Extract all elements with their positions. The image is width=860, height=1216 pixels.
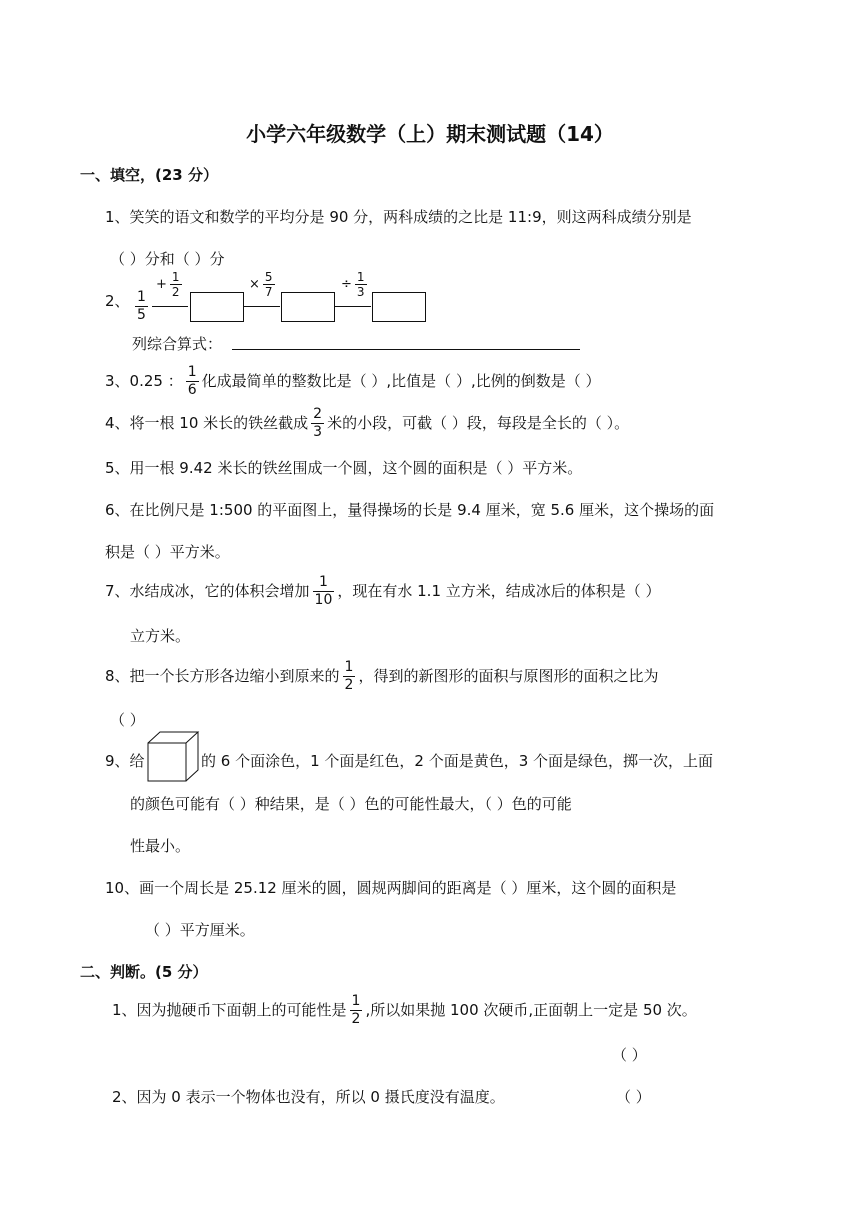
fraction-denominator: 2 (171, 285, 180, 299)
q7-line2: 立方米。 (130, 627, 191, 645)
q10-line1: 10、画一个周长是 25.12 厘米的圆，圆规两脚间的距离是（ ）厘米，这个圆的面积是 (105, 879, 677, 897)
judge-q2-text: 2、因为 0 表示一个物体也没有，所以 0 摄氏度没有温度。 (112, 1088, 505, 1106)
q6-line2: 积是（ ）平方米。 (105, 543, 230, 561)
section-heading-true-false: 二、判断。(5 分） (80, 963, 208, 981)
q3-text: 化成最简单的整数比是（ ）,比值是（ ）,比例的倒数是（ ） (201, 372, 601, 390)
fraction-denominator: 2 (344, 677, 354, 693)
answer-box-1[interactable] (190, 292, 244, 322)
fraction-denominator: 5 (137, 307, 146, 323)
q7-text: ，现在有水 1.1 立方米，结成冰后的体积是（ ） (337, 582, 661, 600)
fraction-numerator: 1 (344, 659, 354, 675)
q3 (105, 364, 600, 399)
judge-q1-prefix: 1、因为抛硬币下面朝上的可能性是 (112, 1001, 347, 1019)
q2-formula-answer-line[interactable] (232, 349, 580, 350)
q9-prefix: 9、给 (105, 752, 145, 770)
operator-times: × (249, 277, 260, 292)
q8-line2: （ ） (110, 711, 145, 729)
fraction-numerator: 1 (171, 270, 180, 284)
fraction-numerator: 1 (313, 574, 335, 592)
fraction-numerator: 1 (137, 289, 146, 305)
page-title: 小学六年级数学（上）期末测试题（14） (246, 122, 614, 146)
q5: 5、用一根 9.42 米长的铁丝围成一个圆，这个圆的面积是（ ）平方米。 (105, 459, 583, 477)
operator-divide: ÷ (341, 277, 352, 292)
q2-op3 (341, 270, 370, 299)
q9-text: 的 6 个面涂色，1 个面是红色，2 个面是黄色，3 个面是绿色，掷一次，上面 (201, 752, 714, 770)
arrow-1 (152, 306, 188, 307)
fraction-numerator: 5 (264, 270, 273, 284)
q1-line2: （ ）分和（ ）分 (110, 250, 225, 268)
arrow-2 (244, 306, 280, 307)
operator-plus: + (156, 277, 167, 292)
q7 (105, 574, 661, 609)
q2-label: 2、 (105, 292, 130, 310)
q1-line1: 1、笑笑的语文和数学的平均分是 90 分，两科成绩的之比是 11:9，则这两科成绩分别是 (105, 208, 692, 226)
fraction-denominator: 3 (313, 424, 323, 440)
section-heading-fill-blank: 一、填空，(23 分） (80, 166, 218, 184)
q2-start-fraction (132, 289, 151, 324)
q6-line1: 6、在比例尺是 1:500 的平面图上，量得操场的长是 9.4 厘米，宽 5.6 厘米，这个操场的面 (105, 501, 715, 519)
fraction-denominator: 7 (264, 285, 273, 299)
q7-prefix: 7、水结成冰，它的体积会增加 (105, 582, 310, 600)
q4 (105, 406, 629, 441)
fraction-numerator: 1 (187, 364, 197, 380)
fraction-numerator: 2 (313, 406, 323, 422)
fraction-numerator: 1 (356, 270, 365, 284)
q3-prefix: 3、0.25 ： (105, 372, 183, 390)
judge-q1-text: ,所以如果抛 100 次硬币,正面朝上一定是 50 次。 (365, 1001, 697, 1019)
answer-box-3[interactable] (372, 292, 426, 322)
cube-icon (146, 730, 202, 784)
fraction-numerator: 1 (351, 993, 361, 1009)
q8 (105, 659, 658, 694)
fraction-denominator: 6 (187, 382, 197, 398)
q8-prefix: 8、把一个长方形各边缩小到原来的 (105, 667, 340, 685)
q10-line2: （ ）平方厘米。 (145, 921, 255, 939)
judge-q1 (112, 993, 697, 1028)
q4-text: 米的小段，可截（ ）段，每段是全长的（ ）。 (327, 414, 630, 432)
judge-q1-answer-paren[interactable]: （ ） (612, 1046, 647, 1064)
q8-text: ，得到的新图形的面积与原图形的面积之比为 (358, 667, 659, 685)
arrow-3 (335, 306, 371, 307)
fraction-denominator: 3 (356, 285, 365, 299)
fraction-denominator: 10 (314, 592, 333, 608)
q2-op1 (156, 270, 185, 299)
q2-formula-label: 列综合算式： (132, 335, 223, 353)
q4-prefix: 4、将一根 10 米长的铁丝截成 (105, 414, 309, 432)
q9-line2: 的颜色可能有（ ）种结果，是（ ）色的可能性最大，（ ）色的可能 (130, 795, 572, 813)
q9-line3: 性最小。 (130, 837, 191, 855)
q2-op2 (249, 270, 278, 299)
fraction-denominator: 2 (351, 1011, 361, 1027)
judge-q2-answer-paren[interactable]: （ ） (616, 1088, 651, 1106)
answer-box-2[interactable] (281, 292, 335, 322)
